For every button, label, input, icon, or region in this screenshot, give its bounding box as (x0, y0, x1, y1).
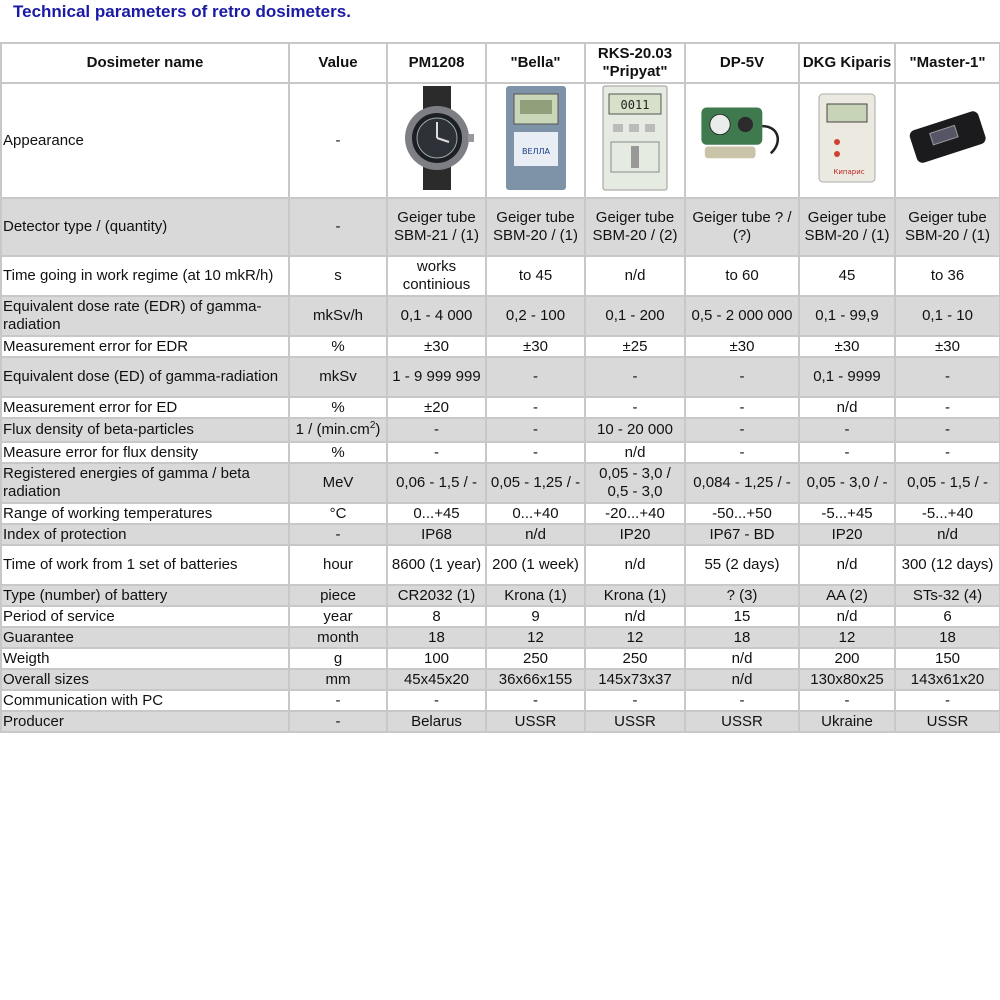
sizes-dp5v-value: n/d (685, 669, 799, 690)
pripyat-display-text: 0011 (620, 98, 650, 112)
service-dp5v-value: 15 (685, 606, 799, 627)
weight-kiparis-value: 200 (799, 648, 895, 669)
protection-pripyat-value: IP20 (585, 524, 685, 545)
service-master1-value: 6 (895, 606, 1000, 627)
ed-row (1, 357, 1000, 397)
appearance-row (1, 83, 1000, 198)
time-work-dp5v-value: to 60 (685, 256, 799, 296)
weight-master1-value: 150 (895, 648, 1000, 669)
weight-bella-value: 250 (486, 648, 585, 669)
wristwatch-dosimeter-icon (393, 84, 481, 192)
device-header-pripyat[interactable]: RKS-20.03 "Pripyat" (585, 43, 685, 83)
service-pripyat-value: n/d (585, 606, 685, 627)
unit-text: 1 / (min.cm (295, 421, 370, 438)
weight-pripyat-value: 250 (585, 648, 685, 669)
producer-pripyat-value: USSR (585, 711, 685, 732)
edr-row (1, 296, 1000, 336)
battery-type-pm1208-value: CR2032 (1) (387, 585, 486, 606)
pc-dp5v-value: - (685, 690, 799, 711)
flux-error-pripyat-value: n/d (585, 442, 685, 463)
service-pm1208-value: 8 (387, 606, 486, 627)
edr-error-dp5v-value: ±30 (685, 336, 799, 357)
ed-bella-value: - (486, 357, 585, 397)
guarantee-master1-value: 18 (895, 627, 1000, 648)
guarantee-label: Guarantee (1, 627, 289, 648)
ed-error-unit: % (289, 397, 387, 418)
guarantee-bella-value: 12 (486, 627, 585, 648)
protection-row (1, 524, 1000, 545)
beta-flux-row (1, 418, 1000, 442)
appearance-unit: - (289, 83, 387, 198)
ed-error-pripyat-value: - (585, 397, 685, 418)
ed-error-bella-value: - (486, 397, 585, 418)
beta-flux-master1-value: - (895, 418, 1000, 442)
producer-bella-value: USSR (486, 711, 585, 732)
ed-error-kiparis-value: n/d (799, 397, 895, 418)
pripyat-image-cell (585, 83, 685, 198)
weight-row (1, 648, 1000, 669)
producer-kiparis-value: Ukraine (799, 711, 895, 732)
edr-error-pm1208-value: ±30 (387, 336, 486, 357)
sizes-kiparis-value: 130x80x25 (799, 669, 895, 690)
parameters-table (0, 42, 1000, 733)
ed-unit: mkSv (289, 357, 387, 397)
device-header-pm1208[interactable]: PM1208 (387, 43, 486, 83)
edr-dp5v-value: 0,5 - 2 000 000 (685, 296, 799, 336)
unit-superscript: 2 (369, 420, 376, 431)
edr-error-label: Measurement error for EDR (1, 336, 289, 357)
temperatures-pm1208-value: 0...+45 (387, 503, 486, 524)
service-kiparis-value: n/d (799, 606, 895, 627)
pm1208-image-cell (387, 83, 486, 198)
battery-time-dp5v-value: 55 (2 days) (685, 545, 799, 585)
weight-unit: g (289, 648, 387, 669)
battery-type-kiparis-value: AA (2) (799, 585, 895, 606)
ed-master1-value: - (895, 357, 1000, 397)
beta-flux-pm1208-value: - (387, 418, 486, 442)
detector-pripyat-value: Geiger tube SBM-20 / (2) (585, 198, 685, 256)
temperatures-bella-value: 0...+40 (486, 503, 585, 524)
detector-row (1, 198, 1000, 256)
time-work-master1-value: to 36 (895, 256, 1000, 296)
protection-master1-value: n/d (895, 524, 1000, 545)
energies-unit: MeV (289, 463, 387, 503)
weight-dp5v-value: n/d (685, 648, 799, 669)
bella-dosimeter-icon (492, 84, 580, 192)
sizes-bella-value: 36x66x155 (486, 669, 585, 690)
time-work-label: Time going in work regime (at 10 mkR/h) (1, 256, 289, 296)
service-row (1, 606, 1000, 627)
sizes-row (1, 669, 1000, 690)
time-work-row (1, 256, 1000, 296)
flux-error-label: Measure error for flux density (1, 442, 289, 463)
bella-logo-text: BEЛЛA (521, 147, 550, 156)
ed-pripyat-value: - (585, 357, 685, 397)
producer-dp5v-value: USSR (685, 711, 799, 732)
sizes-unit: mm (289, 669, 387, 690)
battery-time-kiparis-value: n/d (799, 545, 895, 585)
energies-bella-value: 0,05 - 1,25 / - (486, 463, 585, 503)
beta-flux-pripyat-value: 10 - 20 000 (585, 418, 685, 442)
unit-tail: ) (375, 421, 381, 438)
device-header-kiparis[interactable]: DKG Kiparis (799, 43, 895, 83)
beta-flux-bella-value: - (486, 418, 585, 442)
weight-label: Weigth (1, 648, 289, 669)
time-work-pm1208-value: works continious (387, 256, 486, 296)
edr-error-pripyat-value: ±25 (585, 336, 685, 357)
master1-dosimeter-icon (904, 84, 992, 192)
ed-error-pm1208-value: ±20 (387, 397, 486, 418)
kiparis-dosimeter-icon (803, 84, 891, 192)
detector-bella-value: Geiger tube SBM-20 / (1) (486, 198, 585, 256)
ed-error-label: Measurement error for ED (1, 397, 289, 418)
producer-unit: - (289, 711, 387, 732)
page-title: Technical parameters of retro dosimeters. (13, 2, 351, 21)
detector-unit: - (289, 198, 387, 256)
battery-type-row (1, 585, 1000, 606)
energies-master1-value: 0,05 - 1,5 / - (895, 463, 1000, 503)
edr-error-row (1, 336, 1000, 357)
edr-pripyat-value: 0,1 - 200 (585, 296, 685, 336)
edr-error-unit: % (289, 336, 387, 357)
value-header: Value (289, 43, 387, 83)
time-work-unit: s (289, 256, 387, 296)
header-row (1, 43, 1000, 83)
ed-dp5v-value: - (685, 357, 799, 397)
ed-error-master1-value: - (895, 397, 1000, 418)
kiparis-logo-text: Кипарис (833, 168, 865, 176)
ip-code: IP67 (709, 525, 741, 543)
service-bella-value: 9 (486, 606, 585, 627)
temperatures-dp5v-value: -50...+50 (685, 503, 799, 524)
beta-flux-kiparis-value: - (799, 418, 895, 442)
pc-master1-value: - (895, 690, 1000, 711)
flux-error-unit: % (289, 442, 387, 463)
time-work-bella-value: to 45 (486, 256, 585, 296)
energies-kiparis-value: 0,05 - 3,0 / - (799, 463, 895, 503)
beta-flux-dp5v-value: - (685, 418, 799, 442)
ed-label: Equivalent dose (ED) of gamma-radiation (1, 357, 289, 397)
edr-kiparis-value: 0,1 - 99,9 (799, 296, 895, 336)
guarantee-pm1208-value: 18 (387, 627, 486, 648)
edr-pm1208-value: 0,1 - 4 000 (387, 296, 486, 336)
temperatures-kiparis-value: -5...+45 (799, 503, 895, 524)
ip-note: - BD (740, 525, 775, 543)
temperatures-label: Range of working temperatures (1, 503, 289, 524)
sizes-pripyat-value: 145x73x37 (585, 669, 685, 690)
pc-row (1, 690, 1000, 711)
device-header-bella[interactable]: "Bella" (486, 43, 585, 83)
producer-label: Producer (1, 711, 289, 732)
edr-label: Equivalent dose rate (EDR) of gamma-radiation (1, 296, 289, 336)
protection-bella-value: n/d (486, 524, 585, 545)
battery-type-pripyat-value: Krona (1) (585, 585, 685, 606)
producer-pm1208-value: Belarus (387, 711, 486, 732)
dp5v-dosimeter-icon (698, 84, 786, 192)
energies-row (1, 463, 1000, 503)
pripyat-dosimeter-icon (591, 84, 679, 192)
sizes-master1-value: 143x61x20 (895, 669, 1000, 690)
producer-master1-value: USSR (895, 711, 1000, 732)
temperatures-master1-value: -5...+40 (895, 503, 1000, 524)
guarantee-unit: month (289, 627, 387, 648)
guarantee-kiparis-value: 12 (799, 627, 895, 648)
device-header-dp5v[interactable]: DP-5V (685, 43, 799, 83)
beta-flux-label: Flux density of beta-particles (1, 418, 289, 442)
beta-flux-unit (289, 418, 387, 442)
battery-type-dp5v-value: ? (3) (685, 585, 799, 606)
battery-time-label: Time of work from 1 set of batteries (1, 545, 289, 585)
detector-label: Detector type / (quantity) (1, 198, 289, 256)
device-header-master1[interactable]: "Master-1" (895, 43, 1000, 83)
ed-error-row (1, 397, 1000, 418)
protection-kiparis-value: IP20 (799, 524, 895, 545)
flux-error-master1-value: - (895, 442, 1000, 463)
appearance-label: Appearance (1, 83, 289, 198)
temperatures-pripyat-value: -20...+40 (585, 503, 685, 524)
pc-label: Communication with PC (1, 690, 289, 711)
edr-error-kiparis-value: ±30 (799, 336, 895, 357)
battery-time-pm1208-value: 8600 (1 year) (387, 545, 486, 585)
energies-dp5v-value: 0,084 - 1,25 / - (685, 463, 799, 503)
guarantee-row (1, 627, 1000, 648)
battery-time-bella-value: 200 (1 week) (486, 545, 585, 585)
edr-bella-value: 0,2 - 100 (486, 296, 585, 336)
kiparis-image-cell (799, 83, 895, 198)
protection-dp5v-value (685, 524, 799, 545)
pc-kiparis-value: - (799, 690, 895, 711)
time-work-pripyat-value: n/d (585, 256, 685, 296)
battery-type-master1-value: STs-32 (4) (895, 585, 1000, 606)
edr-unit: mkSv/h (289, 296, 387, 336)
battery-type-unit: piece (289, 585, 387, 606)
service-label: Period of service (1, 606, 289, 627)
protection-pm1208-value: IP68 (387, 524, 486, 545)
battery-type-label: Type (number) of battery (1, 585, 289, 606)
guarantee-pripyat-value: 12 (585, 627, 685, 648)
service-unit: year (289, 606, 387, 627)
flux-error-dp5v-value: - (685, 442, 799, 463)
master1-image-cell (895, 83, 1000, 198)
temperatures-row (1, 503, 1000, 524)
edr-master1-value: 0,1 - 10 (895, 296, 1000, 336)
temperatures-unit: °C (289, 503, 387, 524)
edr-error-bella-value: ±30 (486, 336, 585, 357)
edr-error-master1-value: ±30 (895, 336, 1000, 357)
pc-unit: - (289, 690, 387, 711)
pc-pm1208-value: - (387, 690, 486, 711)
energies-pripyat-value: 0,05 - 3,0 / 0,5 - 3,0 (585, 463, 685, 503)
detector-pm1208-value: Geiger tube SBM-21 / (1) (387, 198, 486, 256)
ed-kiparis-value: 0,1 - 9999 (799, 357, 895, 397)
sizes-label: Overall sizes (1, 669, 289, 690)
flux-error-bella-value: - (486, 442, 585, 463)
protection-unit: - (289, 524, 387, 545)
detector-dp5v-value: Geiger tube ? / (?) (685, 198, 799, 256)
battery-time-row (1, 545, 1000, 585)
battery-time-unit: hour (289, 545, 387, 585)
energies-pm1208-value: 0,06 - 1,5 / - (387, 463, 486, 503)
ed-error-dp5v-value: - (685, 397, 799, 418)
ed-pm1208-value: 1 - 9 999 999 (387, 357, 486, 397)
sizes-pm1208-value: 45x45x20 (387, 669, 486, 690)
dosimeter-name-header: Dosimeter name (1, 43, 289, 83)
dp5v-image-cell (685, 83, 799, 198)
detector-master1-value: Geiger tube SBM-20 / (1) (895, 198, 1000, 256)
energies-label: Registered energies of gamma / beta radiation (1, 463, 289, 503)
producer-row (1, 711, 1000, 732)
battery-time-master1-value: 300 (12 days) (895, 545, 1000, 585)
bella-image-cell (486, 83, 585, 198)
flux-error-row (1, 442, 1000, 463)
pc-pripyat-value: - (585, 690, 685, 711)
detector-kiparis-value: Geiger tube SBM-20 / (1) (799, 198, 895, 256)
weight-pm1208-value: 100 (387, 648, 486, 669)
pc-bella-value: - (486, 690, 585, 711)
guarantee-dp5v-value: 18 (685, 627, 799, 648)
battery-type-bella-value: Krona (1) (486, 585, 585, 606)
time-work-kiparis-value: 45 (799, 256, 895, 296)
flux-error-kiparis-value: - (799, 442, 895, 463)
flux-error-pm1208-value: - (387, 442, 486, 463)
battery-time-pripyat-value: n/d (585, 545, 685, 585)
protection-label: Index of protection (1, 524, 289, 545)
